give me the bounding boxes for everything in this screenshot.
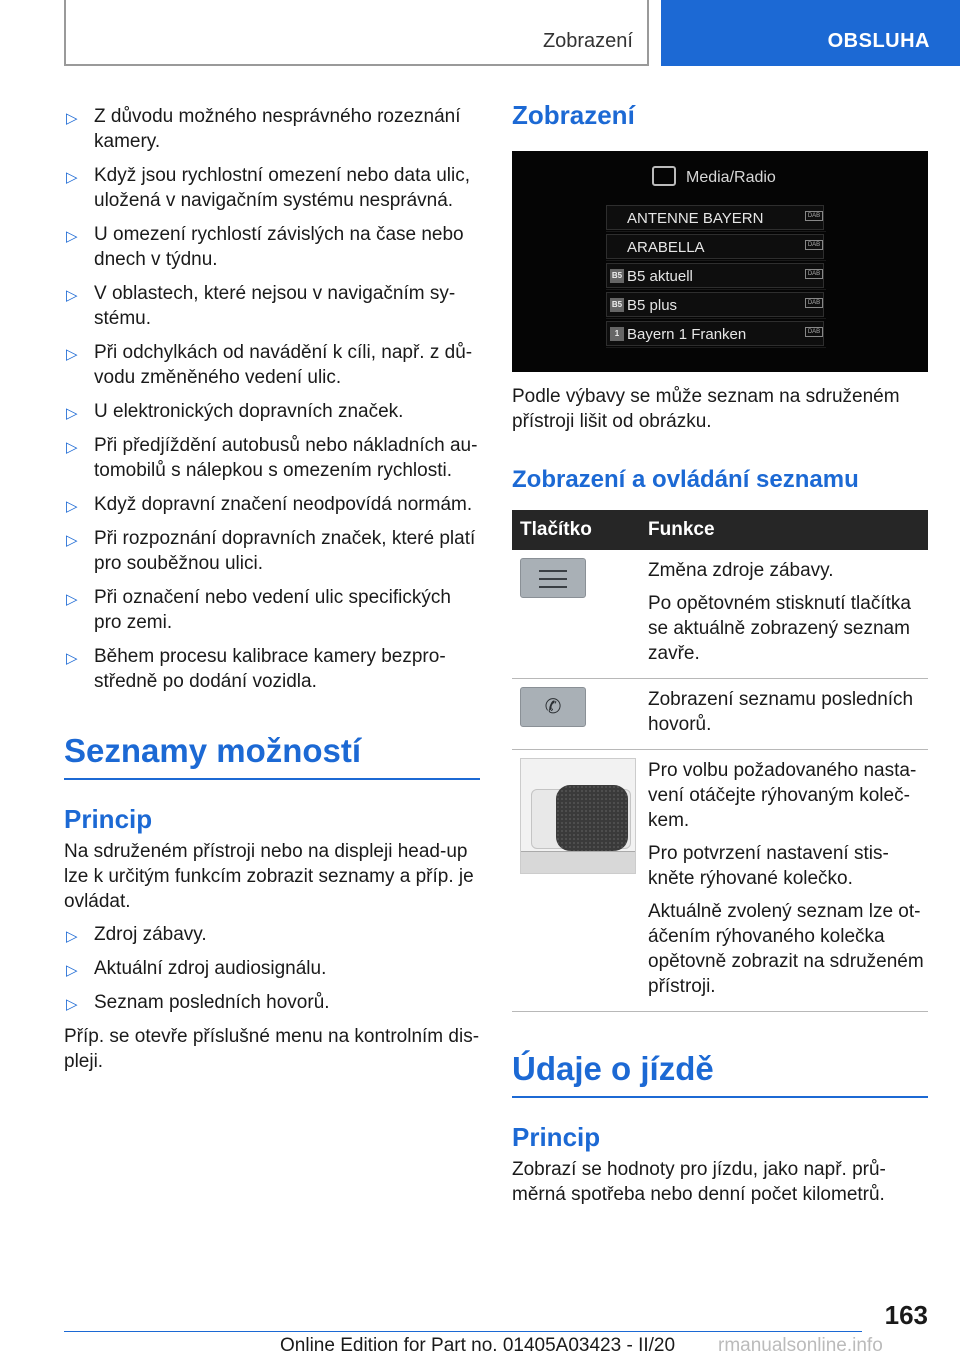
station-logo-icon: B5 [610,269,624,283]
chapter-title: OBSLUHA [827,30,930,52]
header-section-box [64,0,649,66]
screen-title: Media/Radio [686,169,776,186]
thumbwheel-image [520,758,636,874]
thumbwheel-icon [556,785,628,851]
list-item: ▷ Když jsou rychlostní omezení nebo data ulic, uložená v navigačním systému nesprávná. [66,165,470,211]
column-header-function: Funkce [640,510,928,550]
watermark: rmanualsonline.info [718,1335,883,1356]
bullet-triangle-icon: ▷ [66,110,78,127]
table-row: Pro volbu požadovaného nastavení otáčejte rýhovaným kolečkem. Pro potvrzení nastavení stiskněte rýhované kolečko. Aktuálně zvolený seznam lze otáčením rýhovaného kolečka opětovně zobrazit na sdruženém přístroji. [512,750,928,1012]
list-button-image [520,558,586,598]
heading-principle-2: Princip [512,1122,601,1152]
dab-tag: DAB [805,269,823,279]
bullet-triangle-icon: ▷ [66,591,78,608]
bullet-triangle-icon: ▷ [66,498,78,515]
list-item: ▷ Při označení nebo vedení ulic specifických pro zemi. [66,587,451,633]
list-item: ▷ Při předjíždění autobusů nebo nákladních automobilů s nálepkou s omezením rychlosti. [66,435,478,481]
list-item: ▷ Během procesu kalibrace kamery bezprostředně po dodání vozidla. [66,646,446,692]
list-item: ▷ Když dopravní značení neodpovídá normám. [64,492,480,517]
list-item: ▷ Z důvodu možného nesprávného rozeznání kamery. [66,106,461,152]
dab-tag: DAB [805,327,823,337]
outro-text: Příp. se otevře příslušné menu na kontrolním displeji. [64,1026,480,1072]
list-item: ▷ U elektronických dopravních značek. [64,399,480,424]
list-item: ▷ Seznam posledních hovorů. [64,990,480,1015]
bullet-triangle-icon: ▷ [66,928,78,945]
section-title: Zobrazení [542,30,633,52]
phone-button-image [520,687,586,727]
list-item: ▷ Při odchylkách od navádění k cíli, např. z důvodu změněného vedení ulic. [66,342,473,388]
list-item: ▷ Zdroj zábavy. [64,922,480,947]
column-header-button: Tlačítko [512,510,640,550]
bullet-triangle-icon: ▷ [66,405,78,422]
footer-divider [64,1331,862,1332]
image-caption: Podle výbavy se může seznam na sdruženém přístroji lišit od obrázku. [512,386,900,432]
left-column [64,104,480,1074]
bullet-triangle-icon: ▷ [66,346,78,363]
list-item: ▷ U omezení rychlostí závislých na čase nebo dnech v týdnu. [66,224,464,270]
dab-tag: DAB [805,240,823,250]
table-row: Změna zdroje zábavy. Po opětovném stisknutí tlačítka se aktuálně zobrazený seznam zavře. [512,550,928,679]
button-function-table [512,510,928,1012]
station-row: ARABELLA [606,232,826,261]
bullet-triangle-icon: ▷ [66,439,78,456]
heading-display: Zobrazení [512,100,635,130]
page-number: 163 [884,1300,928,1330]
list-icon [539,570,567,594]
list-item: ▷ Aktuální zdroj audiosignálu. [64,956,480,981]
station-row: B5 B5 plus [606,290,826,319]
bullet-triangle-icon: ▷ [66,962,78,979]
bullet-triangle-icon: ▷ [66,532,78,549]
right-column [512,100,928,1207]
bullet-triangle-icon: ▷ [66,996,78,1013]
media-icon [652,166,676,186]
intro-text: Na sdruženém přístroji nebo na displeji head-up lze k určitým funkcím zobrazit seznamy a příp. je ovládat. [64,841,474,912]
bullet-triangle-icon: ▷ [66,228,78,245]
list-types [64,922,480,1015]
station-row: ANTENNE BAYERN [606,203,826,232]
list-item: ▷ Při rozpoznání dopravních značek, které platí pro souběžnou ulici. [66,528,476,574]
bullet-triangle-icon: ▷ [66,287,78,304]
station-row: 1 Bayern 1 Franken [606,319,826,348]
station-logo-icon: B5 [610,298,624,312]
station-list [606,203,826,348]
heading-list-control: Zobrazení a ovládání seznamu [512,466,859,493]
heading-option-lists: Seznamy možností [64,732,480,780]
heading-principle: Princip [64,804,153,834]
condition-list [64,104,480,694]
edition-text: Online Edition for Part no. 01405A03423 - II/20 [280,1335,676,1356]
station-logo-icon: 1 [610,327,624,341]
bullet-triangle-icon: ▷ [66,650,78,667]
table-row: ✆ Zobrazení seznamu posledních hovorů. [512,679,928,750]
dab-tag: DAB [805,298,823,308]
phone-icon: ✆ [544,696,562,718]
trip-data-text: Zobrazí se hodnoty pro jízdu, jako např. průměrná spotřeba nebo denní počet kilometrů. [512,1159,886,1205]
dab-tag: DAB [805,211,823,221]
station-row: B5 B5 aktuell [606,261,826,290]
heading-trip-data: Údaje o jízdě [512,1050,928,1098]
bullet-triangle-icon: ▷ [66,169,78,186]
list-item: ▷ V oblastech, které nejsou v navigačním systému. [66,283,456,329]
chapter-tab [661,0,960,66]
media-radio-screen-image [512,151,928,372]
